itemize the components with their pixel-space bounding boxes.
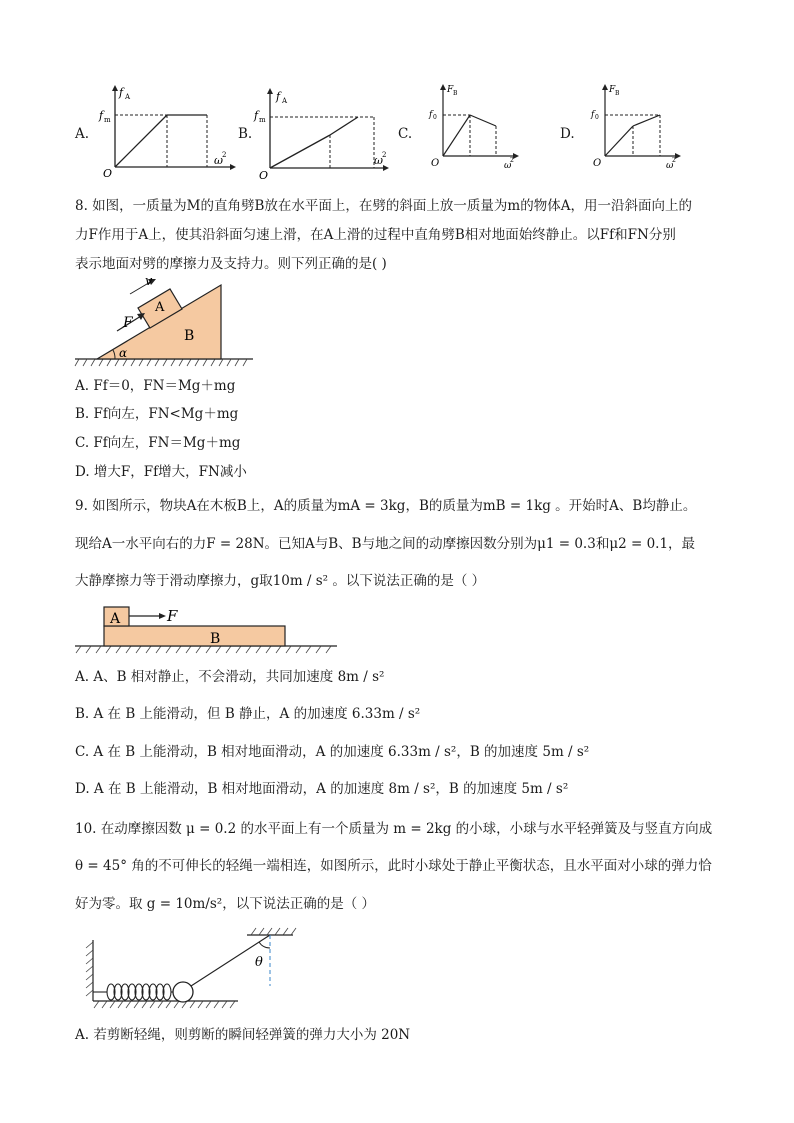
- q10-spring-rope-figure: [75, 928, 295, 1013]
- q7-c-xlabel: ω: [504, 161, 512, 171]
- q9-block-board-figure: [75, 605, 340, 655]
- q9-fig-B: B: [210, 631, 221, 647]
- q8-option-b: B. Ff向左，FN<Mg＋mg: [75, 406, 239, 422]
- q8-option-a: A. Ff＝0，FN＝Mg＋mg: [75, 378, 236, 394]
- q8-fig-B: B: [184, 328, 195, 344]
- q8-fig-v: v: [145, 274, 153, 289]
- q9-fig-A: A: [110, 611, 121, 627]
- q7-b-ytick: f: [254, 109, 259, 122]
- q7-a-origin: O: [103, 167, 113, 180]
- q7-b-ylabel: f: [276, 90, 281, 103]
- q8-stem-line-2: 力F作用于A上，使其沿斜面匀速上滑，在A上滑的过程中直角劈B相对地面始终静止。以Ff和FN分别: [75, 227, 676, 243]
- q9-stem-line-2: 现给A一水平向右的力F = 28N。已知A与B、B与地之间的动摩擦因数分别为μ1 = 0.3和μ2 = 0.1，最: [75, 536, 696, 552]
- q7-graph-d: [590, 82, 690, 174]
- q9-stem-line-1: 9. 如图所示，物块A在木板B上，A的质量为mA = 3kg，B的质量为mB = 1kg 。开始时A、B均静止。: [75, 498, 697, 514]
- q7-a-xlabel: ω: [214, 154, 223, 167]
- q7-a-ysub: A: [125, 93, 131, 101]
- q7-c-ytick-sub: 0: [433, 114, 437, 121]
- q7-c-xsup: 2: [510, 157, 514, 164]
- q10-stem-line-3: 好为零。取 g = 10m/s²，以下说法正确的是（ ）: [75, 896, 375, 912]
- q7-b-xlabel: ω: [374, 154, 383, 167]
- q7-c-ytick: f: [429, 110, 433, 120]
- q7-graph-b: [254, 88, 398, 182]
- q8-wedge-figure: [75, 270, 255, 370]
- q7-a-ytick: f: [99, 109, 104, 122]
- q8-option-c: C. Ff向左，FN＝Mg＋mg: [75, 435, 241, 451]
- q8-option-d: D. 增大F，Ff增大，FN减小: [75, 464, 247, 480]
- q10-option-a: A. 若剪断轻绳，则剪断的瞬间轻弹簧的弹力大小为 20N: [75, 1027, 411, 1043]
- q7-a-ylabel: f: [119, 86, 124, 99]
- q7-d-xlabel: ω: [666, 161, 674, 171]
- q10-stem-line-2: θ = 45° 角的不可伸长的轻绳一端相连，如图所示，此时小球处于静止平衡状态，且水平面对小球的弹力恰: [75, 858, 712, 874]
- q10-fig-theta: θ: [255, 955, 263, 970]
- q7-option-b-label: B.: [238, 126, 253, 142]
- q7-d-ysub: B: [615, 90, 620, 97]
- q7-graph-c: [428, 82, 528, 174]
- q7-b-xsup: 2: [382, 151, 387, 159]
- q8-stem-line-3: 表示地面对劈的摩擦力及支持力。则下列正确的是( ): [75, 256, 387, 272]
- q8-fig-alpha: α: [119, 346, 128, 360]
- q7-graph-a: [95, 85, 235, 180]
- q7-a-ytick-sub: m: [104, 116, 111, 124]
- q7-b-ytick-sub: m: [259, 116, 266, 124]
- q9-stem-line-3: 大静摩擦力等于滑动摩擦力，g取10m / s² 。以下说法正确的是（ ）: [75, 573, 486, 589]
- q9-option-b: B. A 在 B 上能滑动，但 B 静止，A 的加速度 6.33m / s²: [75, 706, 421, 722]
- q7-d-ytick-sub: 0: [595, 114, 599, 121]
- q7-d-ylabel: F: [609, 85, 616, 95]
- q7-option-d-label: D.: [560, 126, 575, 142]
- q7-a-xsup: 2: [222, 151, 227, 159]
- q7-d-ytick: f: [591, 110, 595, 120]
- q7-c-ylabel: F: [447, 85, 454, 95]
- q9-option-a: A. A、B 相对静止，不会滑动，共同加速度 8m / s²: [75, 669, 385, 685]
- q7-option-c-label: C.: [398, 126, 413, 142]
- q7-c-origin: O: [431, 158, 440, 169]
- q7-option-a-label: A.: [75, 126, 90, 142]
- q9-option-d: D. A 在 B 上能滑动，B 相对地面滑动，A 的加速度 8m / s²，B 的加速度 5m / s²: [75, 781, 569, 797]
- q8-stem-line-1: 8. 如图，一质量为M的直角劈B放在水平面上，在劈的斜面上放一质量为m的物体A，用一沿斜面向上的: [75, 198, 692, 214]
- q9-option-c: C. A 在 B 上能滑动，B 相对地面滑动，A 的加速度 6.33m / s²，B 的加速度 5m / s²: [75, 744, 590, 760]
- q7-c-ysub: B: [453, 90, 458, 97]
- q7-d-xsup: 2: [672, 157, 676, 164]
- q8-fig-A: A: [155, 300, 165, 315]
- q9-fig-F: F: [167, 607, 178, 625]
- q7-b-origin: O: [259, 169, 269, 182]
- q7-b-ysub: A: [282, 97, 288, 105]
- q10-stem-line-1: 10. 在动摩擦因数 μ = 0.2 的水平面上有一个质量为 m = 2kg 的小球，小球与水平轻弹簧及与竖直方向成: [75, 821, 713, 837]
- q8-fig-F: F: [123, 315, 133, 331]
- q7-d-origin: O: [593, 158, 602, 169]
